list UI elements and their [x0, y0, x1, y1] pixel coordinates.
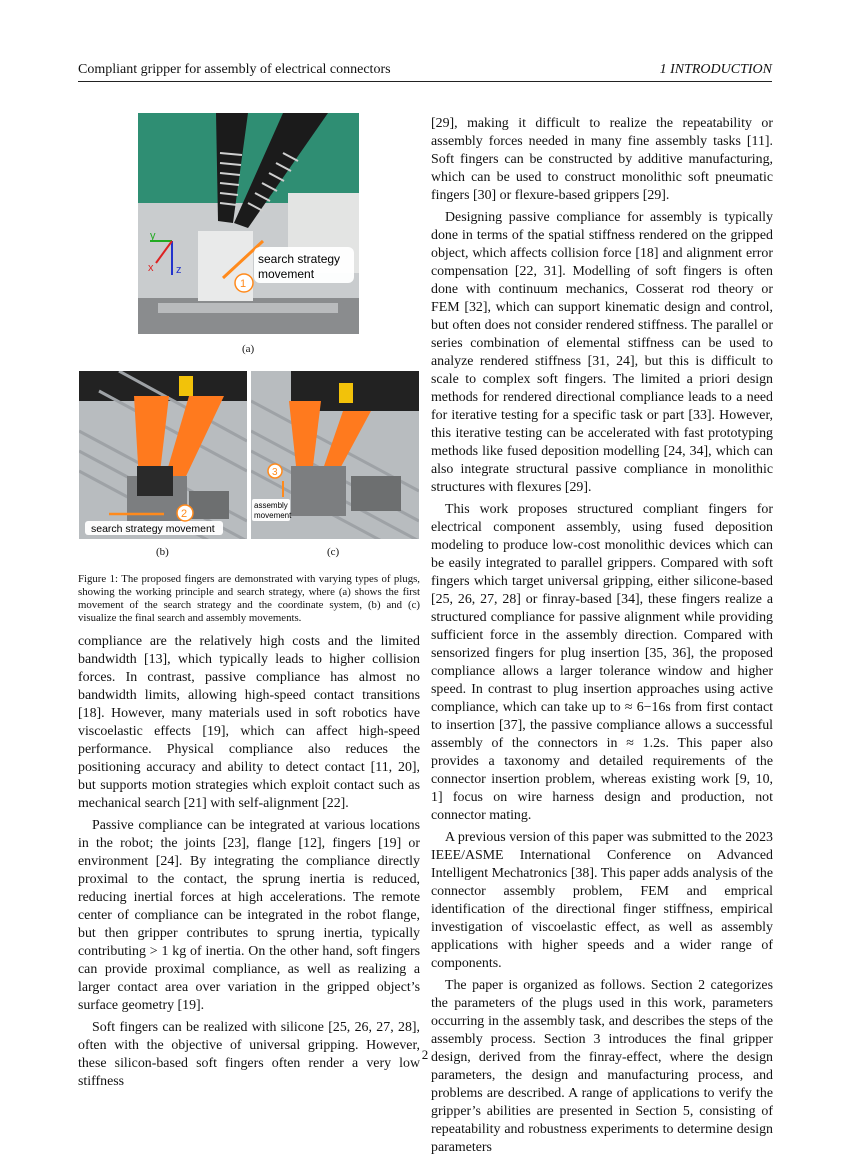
- paragraph: compliance are the relatively high costs and the limited bandwidth [13], which typically leads to higher collision forces. In contrast, passive compliance has almost no bandwidth limits, allowing high-speed contact transitions [18]. However, many materials used in soft robotics have viscoelastic effects [19], which can affect high-speed performance. Physical compliance also reduces the positioning accuracy and ability to detect contact [11, 20], but supports motion strategies which exploit contact such as mechanical search [21] with self-alignment [22].: [78, 634, 420, 811]
- figure-1c-label: (c): [327, 546, 340, 558]
- figure-1b-photo: [79, 371, 247, 539]
- fig-c-step-number: 3: [272, 467, 278, 478]
- paragraph: This work proposes structured compliant fingers for electrical component assembly, using fused deposition modeling to produce low-cost monolithic devices which can be easily integrated to parallel grippers. Compared with soft fingers which target universal gripping, either silicone-based [25, 26, 27, 28] or finray-based [34], these fingers realize a structured compliance for passive alignment while providing sufficient force in the assembly direction. Compared with sensorized fingers for plug insertion [35, 36], the proposed compliance allows a larger tolerance window and higher speed. In contrast to plug insertion approaches using active compliance, which can take up to ≈ 6−16s from first contact to insertion [37], the passive compliance allows a successful assembly of the connectors in ≈ 1.2s. This paper also provides a taxonomy and detailed requirements of the connector insertion problem, whereas existing work [9, 10, 1] focus on wire harness design and production, not connector mating.: [431, 502, 773, 823]
- axis-z-label: z: [176, 264, 182, 276]
- paragraph: The paper is organized as follows. Section 2 categorizes the parameters of the plugs used in this work, parameters occurring in the assembly task, and describes the steps of the assembly process. Section 3 introduces the final gripper design, derived from the finray-effect, where the design parameters, the design and manufacturing process, and problems are described. A range of applications to verify the gripper’s abilities are presented in Section 5, consisting of repeatability and robustness experiments to determine design parameters: [431, 978, 773, 1155]
- fig-c-overlay-line2: movement: [254, 511, 292, 520]
- figure-caption: Figure 1: The proposed fingers are demonstrated with varying types of plugs, showing the working principle and search strategy, where (a) shows the first movement of the search strategy and the coordinate system, (b) and (c) visualize the final search and assembly movements.: [78, 573, 420, 624]
- figure-1c-photo: [251, 371, 419, 539]
- fig-c-overlay-line1: assembly: [254, 501, 288, 510]
- fig-b-overlay: search strategy movement: [91, 523, 215, 535]
- paragraph: Designing passive compliance for assembly is typically done in terms of the spatial stiffness rendered on the gripped object, which affects collision force [18] and alignment error compensation [22, 31]. Modelling of soft fingers is often done with continuum mechanics, Cosserat rod theory or FEM [32], which can support kinematic design and control, but often does not consider rendered stiffness. The parallel or series combination of elemental stiffness can be used to analyze rendered stiffness [31, 24], but this is difficult to scale to complex soft fingers. The limited a priori design methods for rendered directional compliance leads to a need for iterative testing for a specific task or part [33]. However, this iterative testing can be accelerated with fast prototyping methods like fused deposition modelling [24, 34], which can also integrate structural passive compliance in monolithic structures with flexures [29].: [431, 210, 773, 495]
- figure-1b-label: (b): [156, 546, 169, 558]
- left-column: [78, 633, 420, 1095]
- page-number: 2: [421, 1047, 429, 1062]
- fig-a-overlay-line2: movement: [258, 267, 315, 281]
- running-header: [78, 61, 772, 82]
- right-column: [431, 115, 773, 1161]
- paragraph: Soft fingers can be realized with silicone [25, 26, 27, 28], often with the objective of universal gripping. However, these silicon-based soft fingers often render a very low stiffness: [78, 1020, 420, 1089]
- axis-y-label: y: [150, 230, 156, 242]
- header-section: 1 INTRODUCTION: [659, 62, 772, 77]
- axis-x-label: x: [148, 262, 154, 274]
- header-title: Compliant gripper for assembly of electrical connectors: [78, 62, 391, 77]
- fig-a-step-number: 1: [240, 278, 247, 290]
- paragraph: Passive compliance can be integrated at various locations in the robot; the joints [23], flange [12], fingers [19] or environment [24]. By integrating the compliance directly proximal to the contact, the sprung inertia is reduced, reducing inertial forces at high accelerations. The remote center of compliance can be integrated in the robot flange, but then gripper contributes to sprung inertia, typically contributing > 1 kg of inertia. On the other hand, soft fingers can provide proximal compliance, as well as realizing a larger contact area over variation in the gripped object’s surface geometry [19].: [78, 818, 420, 1013]
- fig-b-step-number: 2: [181, 508, 188, 520]
- figure-1a-label: (a): [242, 343, 255, 355]
- paragraph: [29], making it difficult to realize the repeatability or assembly forces needed in many fine assembly tasks [11]. Soft fingers can be constructed by additive manufacturing, which can be used to construct monolithic soft pneumatic fingers [30] or flexure-based grippers [29].: [431, 116, 773, 203]
- paragraph: A previous version of this paper was submitted to the 2023 IEEE/ASME International Conference on Advanced Intelligent Mechatronics [38]. This paper adds analysis of the connector assembly problem, FEM and emprical identification of the directional finger stiffness, empirical investigation of viscoelastic effect, as well as assembly applications with higher speeds and a wider range of components.: [431, 830, 773, 971]
- figure-1a-photo: [138, 113, 359, 334]
- fig-a-overlay-line1: search strategy: [258, 252, 341, 266]
